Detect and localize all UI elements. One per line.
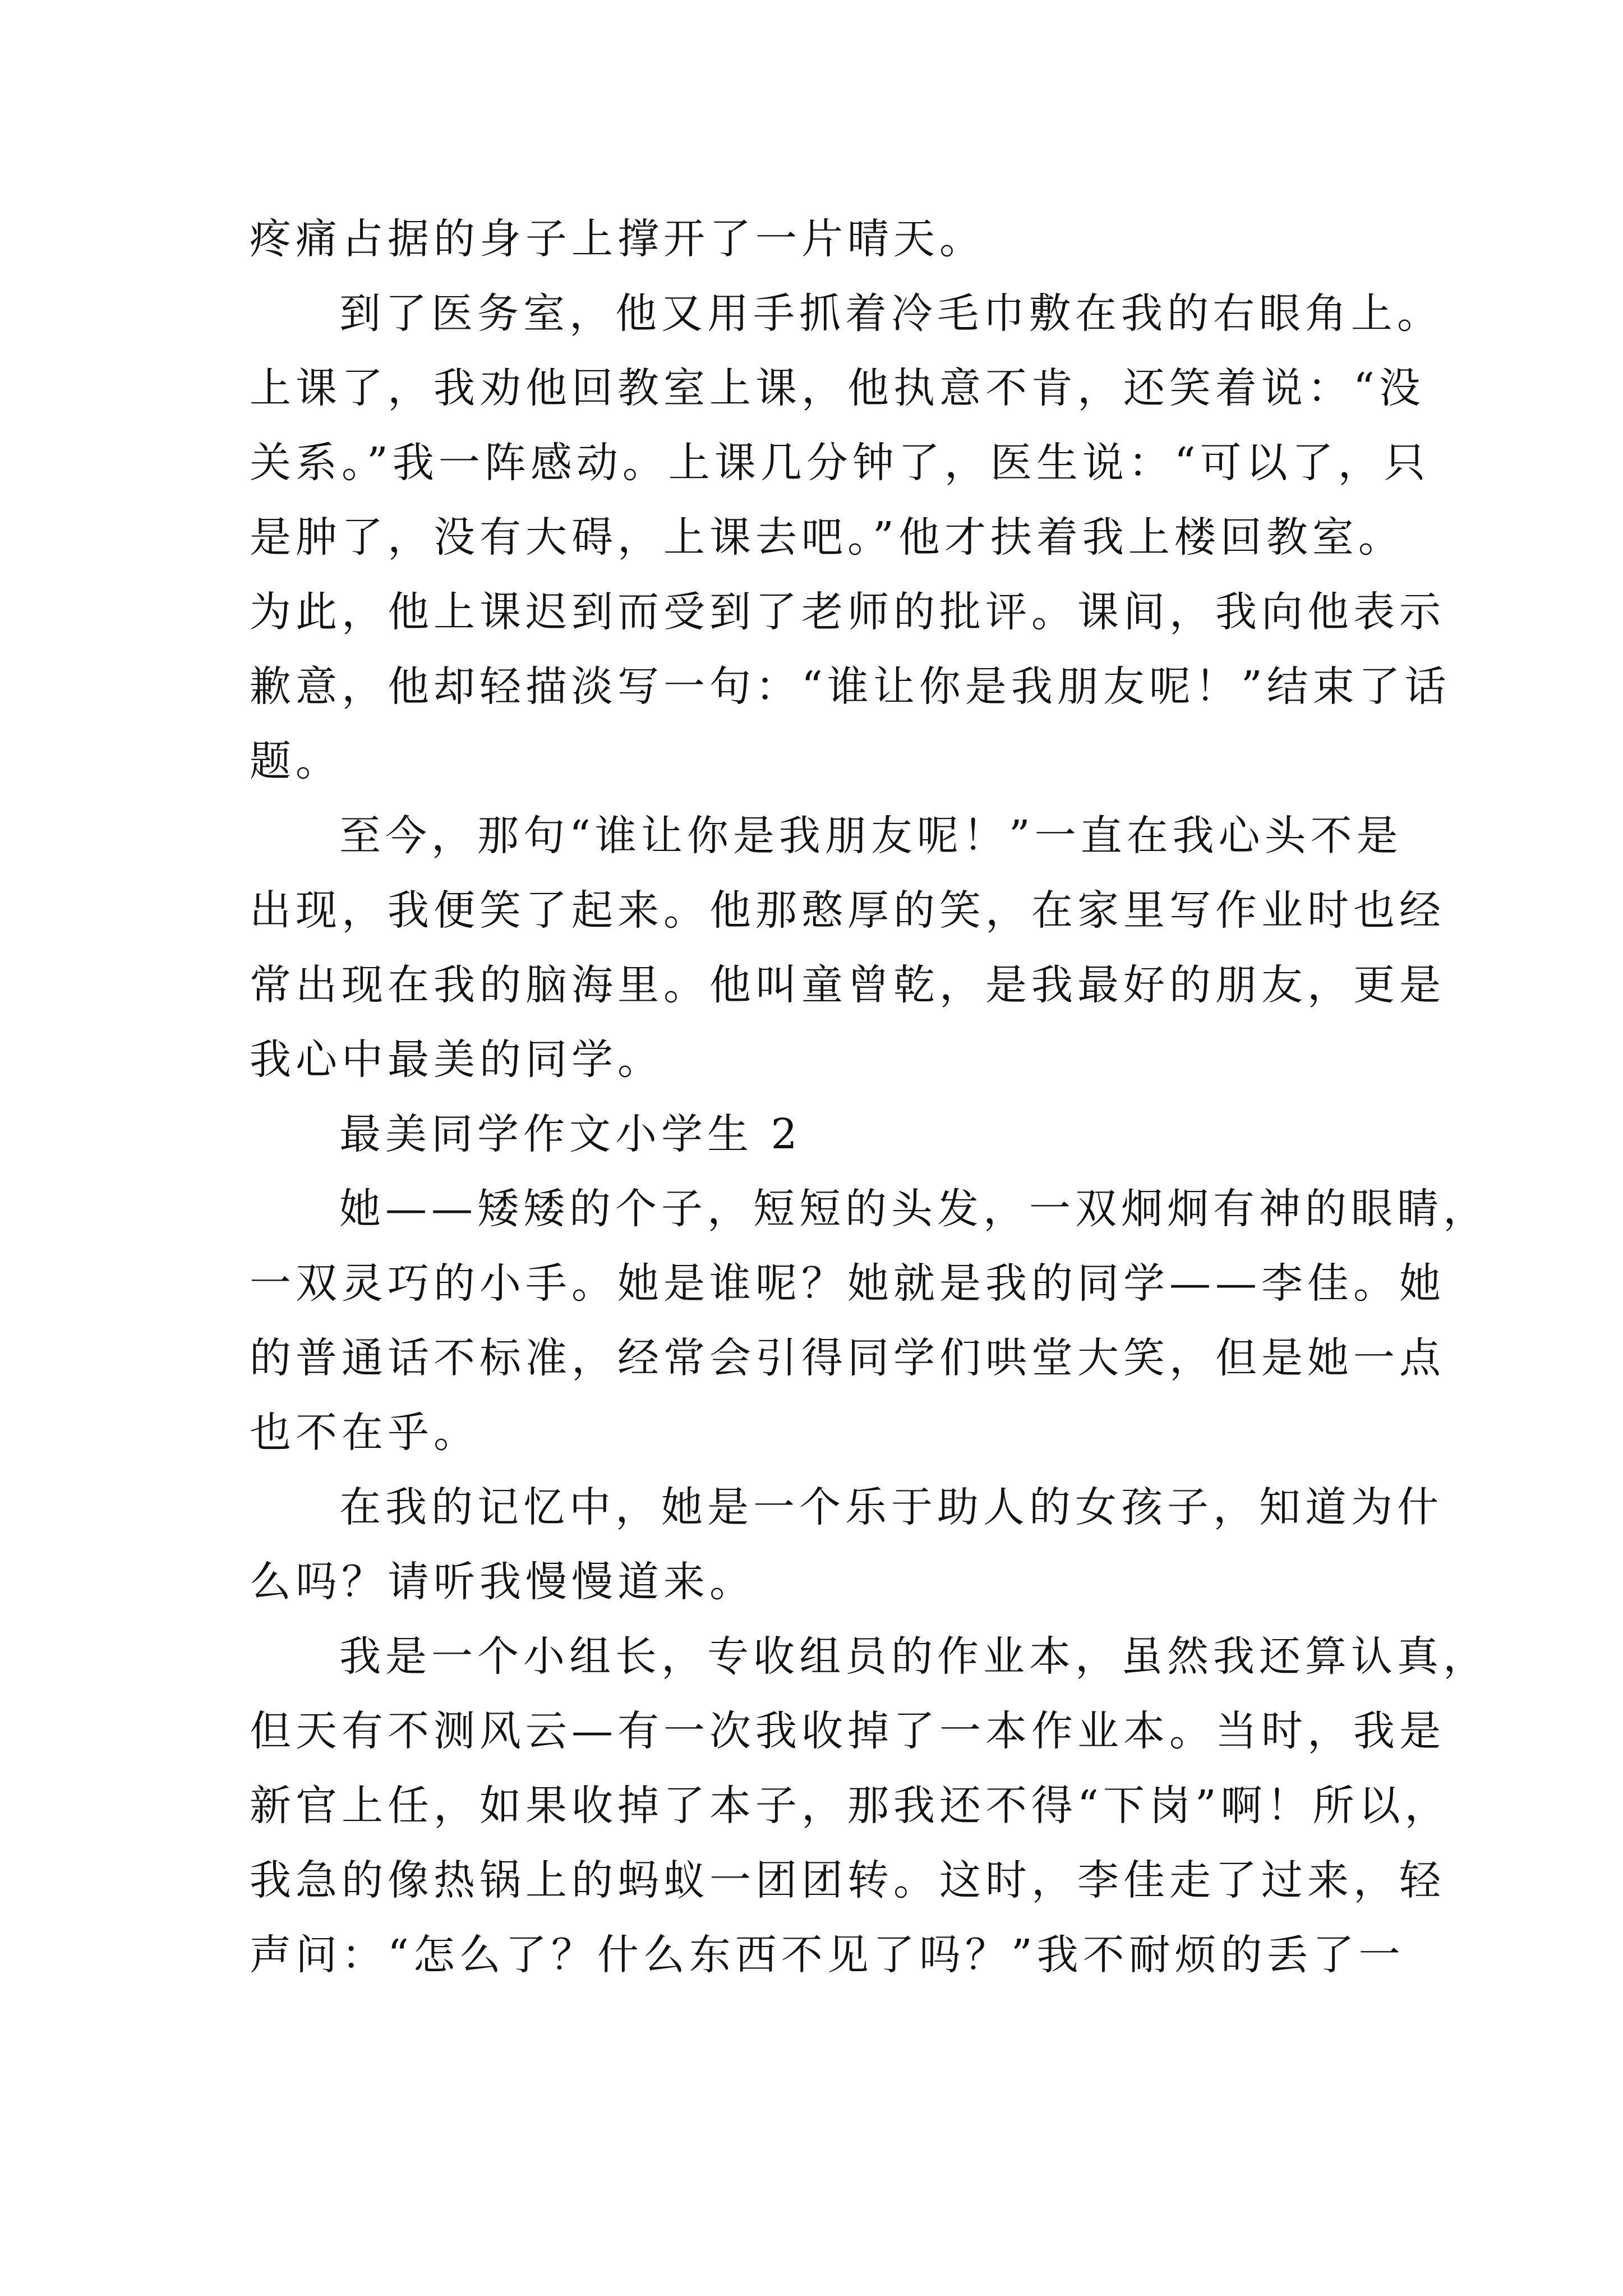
text-line: 声问：“怎么了？什么东西不见了吗？”我不耐烦的丢了一 [250,1931,1405,1979]
text-line: 是肿了，没有大碍，上课去吧。”他才扶着我上楼回教室。 [250,513,1404,562]
text-line: 为此，他上课迟到而受到了老师的批评。课间，我向他表示 [250,588,1445,636]
paragraph-start-line: 到了医务室，他又用手抓着冷毛巾敷在我的右眼角上。 [339,289,1443,338]
text-line: 我心中最美的同学。 [250,1036,663,1084]
text-line: 也不在乎。 [250,1409,479,1457]
body-text [250,202,1489,1993]
text-line: 一双灵巧的小手。她是谁呢？她就是我的同学——李佳。她 [250,1259,1445,1308]
paragraph-start-line: 她——矮矮的个子，短短的头发，一双炯炯有神的眼睛， [339,1185,1489,1233]
text-line: 但天有不测风云—有一次我收掉了一本作业本。当时，我是 [250,1707,1445,1755]
text-line: 我急的像热锅上的蚂蚁一团团转。这时，李佳走了过来，轻 [250,1856,1445,1904]
text-line: 出现，我便笑了起来。他那憨厚的笑，在家里写作业时也经 [250,886,1445,935]
text-line: 常出现在我的脑海里。他叫童曾乾，是我最好的朋友，更是 [250,961,1445,1009]
paragraph-start-line: 在我的记忆中，她是一个乐于助人的女孩子，知道为什 [339,1483,1443,1531]
text-line: 歉意，他却轻描淡写一句：“谁让你是我朋友呢！”结束了话 [250,662,1451,711]
section-heading: 最美同学作文小学生 2 [339,1110,802,1158]
text-line: 疼痛占据的身子上撑开了一片晴天。 [250,215,985,263]
paragraph-start-line: 我是一个小组长，专收组员的作业本，虽然我还算认真， [339,1632,1489,1681]
paragraph-start-line: 至今，那句“谁让你是我朋友呢！”一直在我心头不是 [339,812,1403,860]
text-line: 关系。”我一阵感动。上课几分钟了，医生说：“可以了，只 [250,439,1430,487]
text-line: 题。 [250,737,342,785]
text-line: 么吗？请听我慢慢道来。 [250,1558,755,1606]
text-line: 上课了，我劝他回教室上课，他执意不肯，还笑着说：“没 [250,364,1425,412]
text-line: 新官上任，如果收掉了本子，那我还不得“下岗”啊！所以， [250,1782,1451,1830]
text-line: 的普通话不标准，经常会引得同学们哄堂大笑，但是她一点 [250,1334,1445,1382]
